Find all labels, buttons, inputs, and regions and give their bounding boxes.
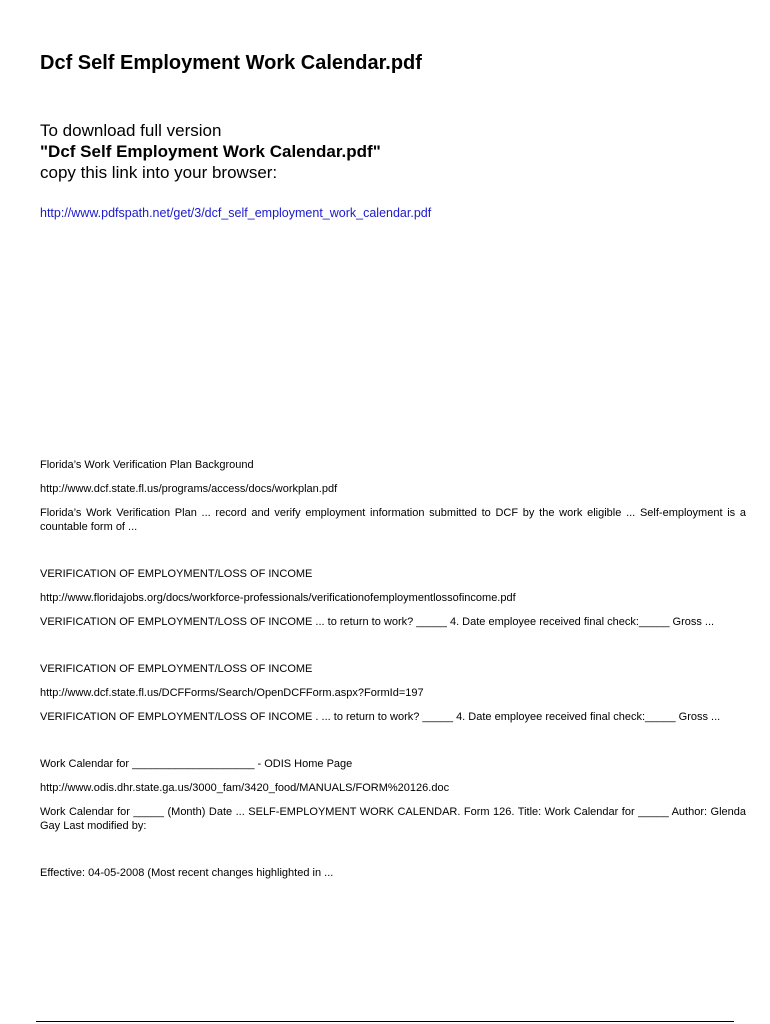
result-item xyxy=(40,757,746,833)
intro-line-3: copy this link into your browser: xyxy=(40,163,278,182)
result-url: http://www.dcf.state.fl.us/DCFForms/Search/OpenDCFForm.aspx?FormId=197 xyxy=(40,687,424,699)
document-title: Dcf Self Employment Work Calendar.pdf xyxy=(40,52,422,74)
result-item-trailing xyxy=(40,866,746,880)
result-snippet: Work Calendar for _____ (Month) Date ... SELF-EMPLOYMENT WORK CALENDAR. Form 126. Title: Work Calendar for _____ Author: Glenda Gay Last modified by: xyxy=(40,806,746,832)
result-title: VERIFICATION OF EMPLOYMENT/LOSS OF INCOME xyxy=(40,568,313,580)
result-snippet: VERIFICATION OF EMPLOYMENT/LOSS OF INCOME ... to return to work? _____ 4. Date employee received final check:_____ Gross ... xyxy=(40,616,715,628)
result-snippet: VERIFICATION OF EMPLOYMENT/LOSS OF INCOME . ... to return to work? _____ 4. Date employee received final check:_____ Gross ... xyxy=(40,711,721,723)
result-trailing-text: Effective: 04-05-2008 (Most recent changes highlighted in ... xyxy=(40,867,334,879)
download-link[interactable]: http://www.pdfspath.net/get/3/dcf_self_employment_work_calendar.pdf xyxy=(40,206,432,220)
download-intro xyxy=(40,120,381,183)
result-title: Work Calendar for ____________________ - ODIS Home Page xyxy=(40,758,353,770)
result-title: Florida’s Work Verification Plan Background xyxy=(40,459,254,471)
intro-line-1: To download full version xyxy=(40,121,222,140)
result-url: http://www.floridajobs.org/docs/workforce-professionals/verificationofemploymentlossofincome.pdf xyxy=(40,592,516,604)
result-item xyxy=(40,567,746,629)
search-results xyxy=(40,458,746,913)
footer-divider xyxy=(36,1021,734,1022)
result-item xyxy=(40,662,746,724)
result-url: http://www.odis.dhr.state.ga.us/3000_fam/3420_food/MANUALS/FORM%20126.doc xyxy=(40,782,450,794)
result-snippet: Florida’s Work Verification Plan ... record and verify employment information submitted to DCF by the work eligible ... Self-employment is a countable form of ... xyxy=(40,507,746,533)
intro-line-2-filename: "Dcf Self Employment Work Calendar.pdf" xyxy=(40,142,381,161)
result-title: VERIFICATION OF EMPLOYMENT/LOSS OF INCOME xyxy=(40,663,313,675)
result-item xyxy=(40,458,746,534)
result-url: http://www.dcf.state.fl.us/programs/access/docs/workplan.pdf xyxy=(40,483,338,495)
